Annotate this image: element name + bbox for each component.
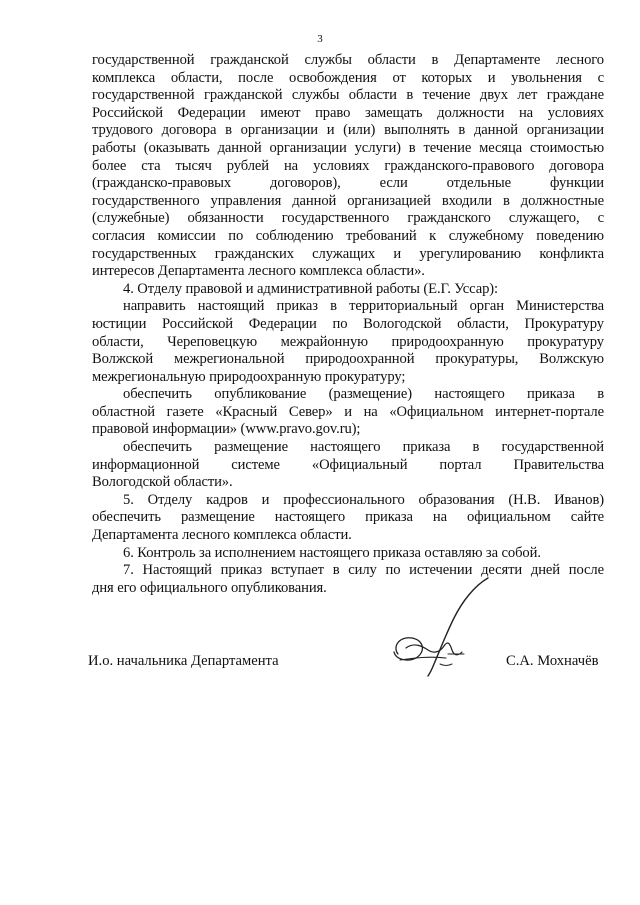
body-text-line: межрегиональную природоохранную прокуратуру; — [92, 368, 406, 385]
body-text-line: более ста тысяч рублей на условиях гражданского-правового договора — [92, 157, 604, 174]
body-text-line: государственной гражданской службы области в течение двух лет граждане — [92, 87, 604, 104]
body-text-line: Российской Федерации имеют право замещать должности на условиях — [92, 104, 604, 121]
body-text-line: согласия комиссии по соблюдению требований к служебному поведению — [92, 227, 604, 244]
body-text-line: комплекса области, после освобождения от которых и увольнения с — [92, 69, 604, 86]
body-text-line: юстиции Российской Федерации по Вологодской области, Прокуратуру — [92, 315, 604, 332]
body-text-line: 5. Отделу кадров и профессионального образования (Н.В. Иванов) — [123, 491, 604, 508]
body-text-line: государственной гражданской службы области в Департаменте лесного — [92, 52, 604, 68]
body-text-line: государственных гражданских служащих и урегулированию конфликта — [92, 245, 604, 262]
signatory-position: И.о. начальника Департамента — [88, 653, 279, 669]
body-text-line: области, Череповецкую межрайонную природоохранную прокуратуру — [92, 333, 604, 350]
page-number: 3 — [317, 33, 323, 45]
body-text-line: (гражданско-правовых договоров), если отдельные функции — [92, 175, 604, 192]
body-text-line: 7. Настоящий приказ вступает в силу по истечении десяти дней после — [123, 562, 604, 579]
body-text-line: интересов Департамента лесного комплекса области». — [92, 263, 425, 280]
body-text-line: дня его официального опубликования. — [92, 579, 327, 596]
body-text-line: направить настоящий приказ в территориальный орган Министерства — [123, 298, 604, 315]
body-text-line: информационной системе «Официальный портал Правительства — [92, 456, 604, 473]
body-text-line: Вологодской области». — [92, 474, 233, 491]
body-text-line: обеспечить размещение настоящего приказа на официальном сайте — [92, 509, 604, 526]
body-text-line: правовой информации» (www.pravo.gov.ru); — [92, 421, 361, 438]
body-text-line: областной газете «Красный Север» и на «Официальном интернет-портале — [92, 403, 604, 420]
body-text-line: обеспечить опубликование (размещение) настоящего приказа в — [123, 386, 604, 403]
body-text-line: трудового договора в организации и (или) выполнять в данной организации — [92, 122, 604, 139]
signatory-name: С.А. Мохначёв — [506, 653, 599, 669]
document-body — [92, 52, 604, 597]
body-text-line: государственного управления данной организацией входили в должностные — [92, 192, 604, 209]
body-text-line: 6. Контроль за исполнением настоящего приказа оставляю за собой. — [123, 544, 541, 561]
body-text-line: (служебные) обязанности государственного гражданского служащего, с — [92, 210, 604, 227]
body-text-line: Волжской межрегиональной природоохранной прокуратуры, Волжскую — [92, 351, 604, 368]
body-text-line: работы (оказывать данной организации услуги) в течение месяца стоимостью — [92, 139, 604, 156]
body-text-line: обеспечить размещение настоящего приказа в государственной — [123, 439, 604, 456]
handwritten-signature — [370, 572, 500, 682]
body-text-line: Департамента лесного комплекса области. — [92, 527, 352, 544]
body-text-line: 4. Отделу правовой и административной работы (Е.Г. Уссар): — [123, 280, 499, 297]
